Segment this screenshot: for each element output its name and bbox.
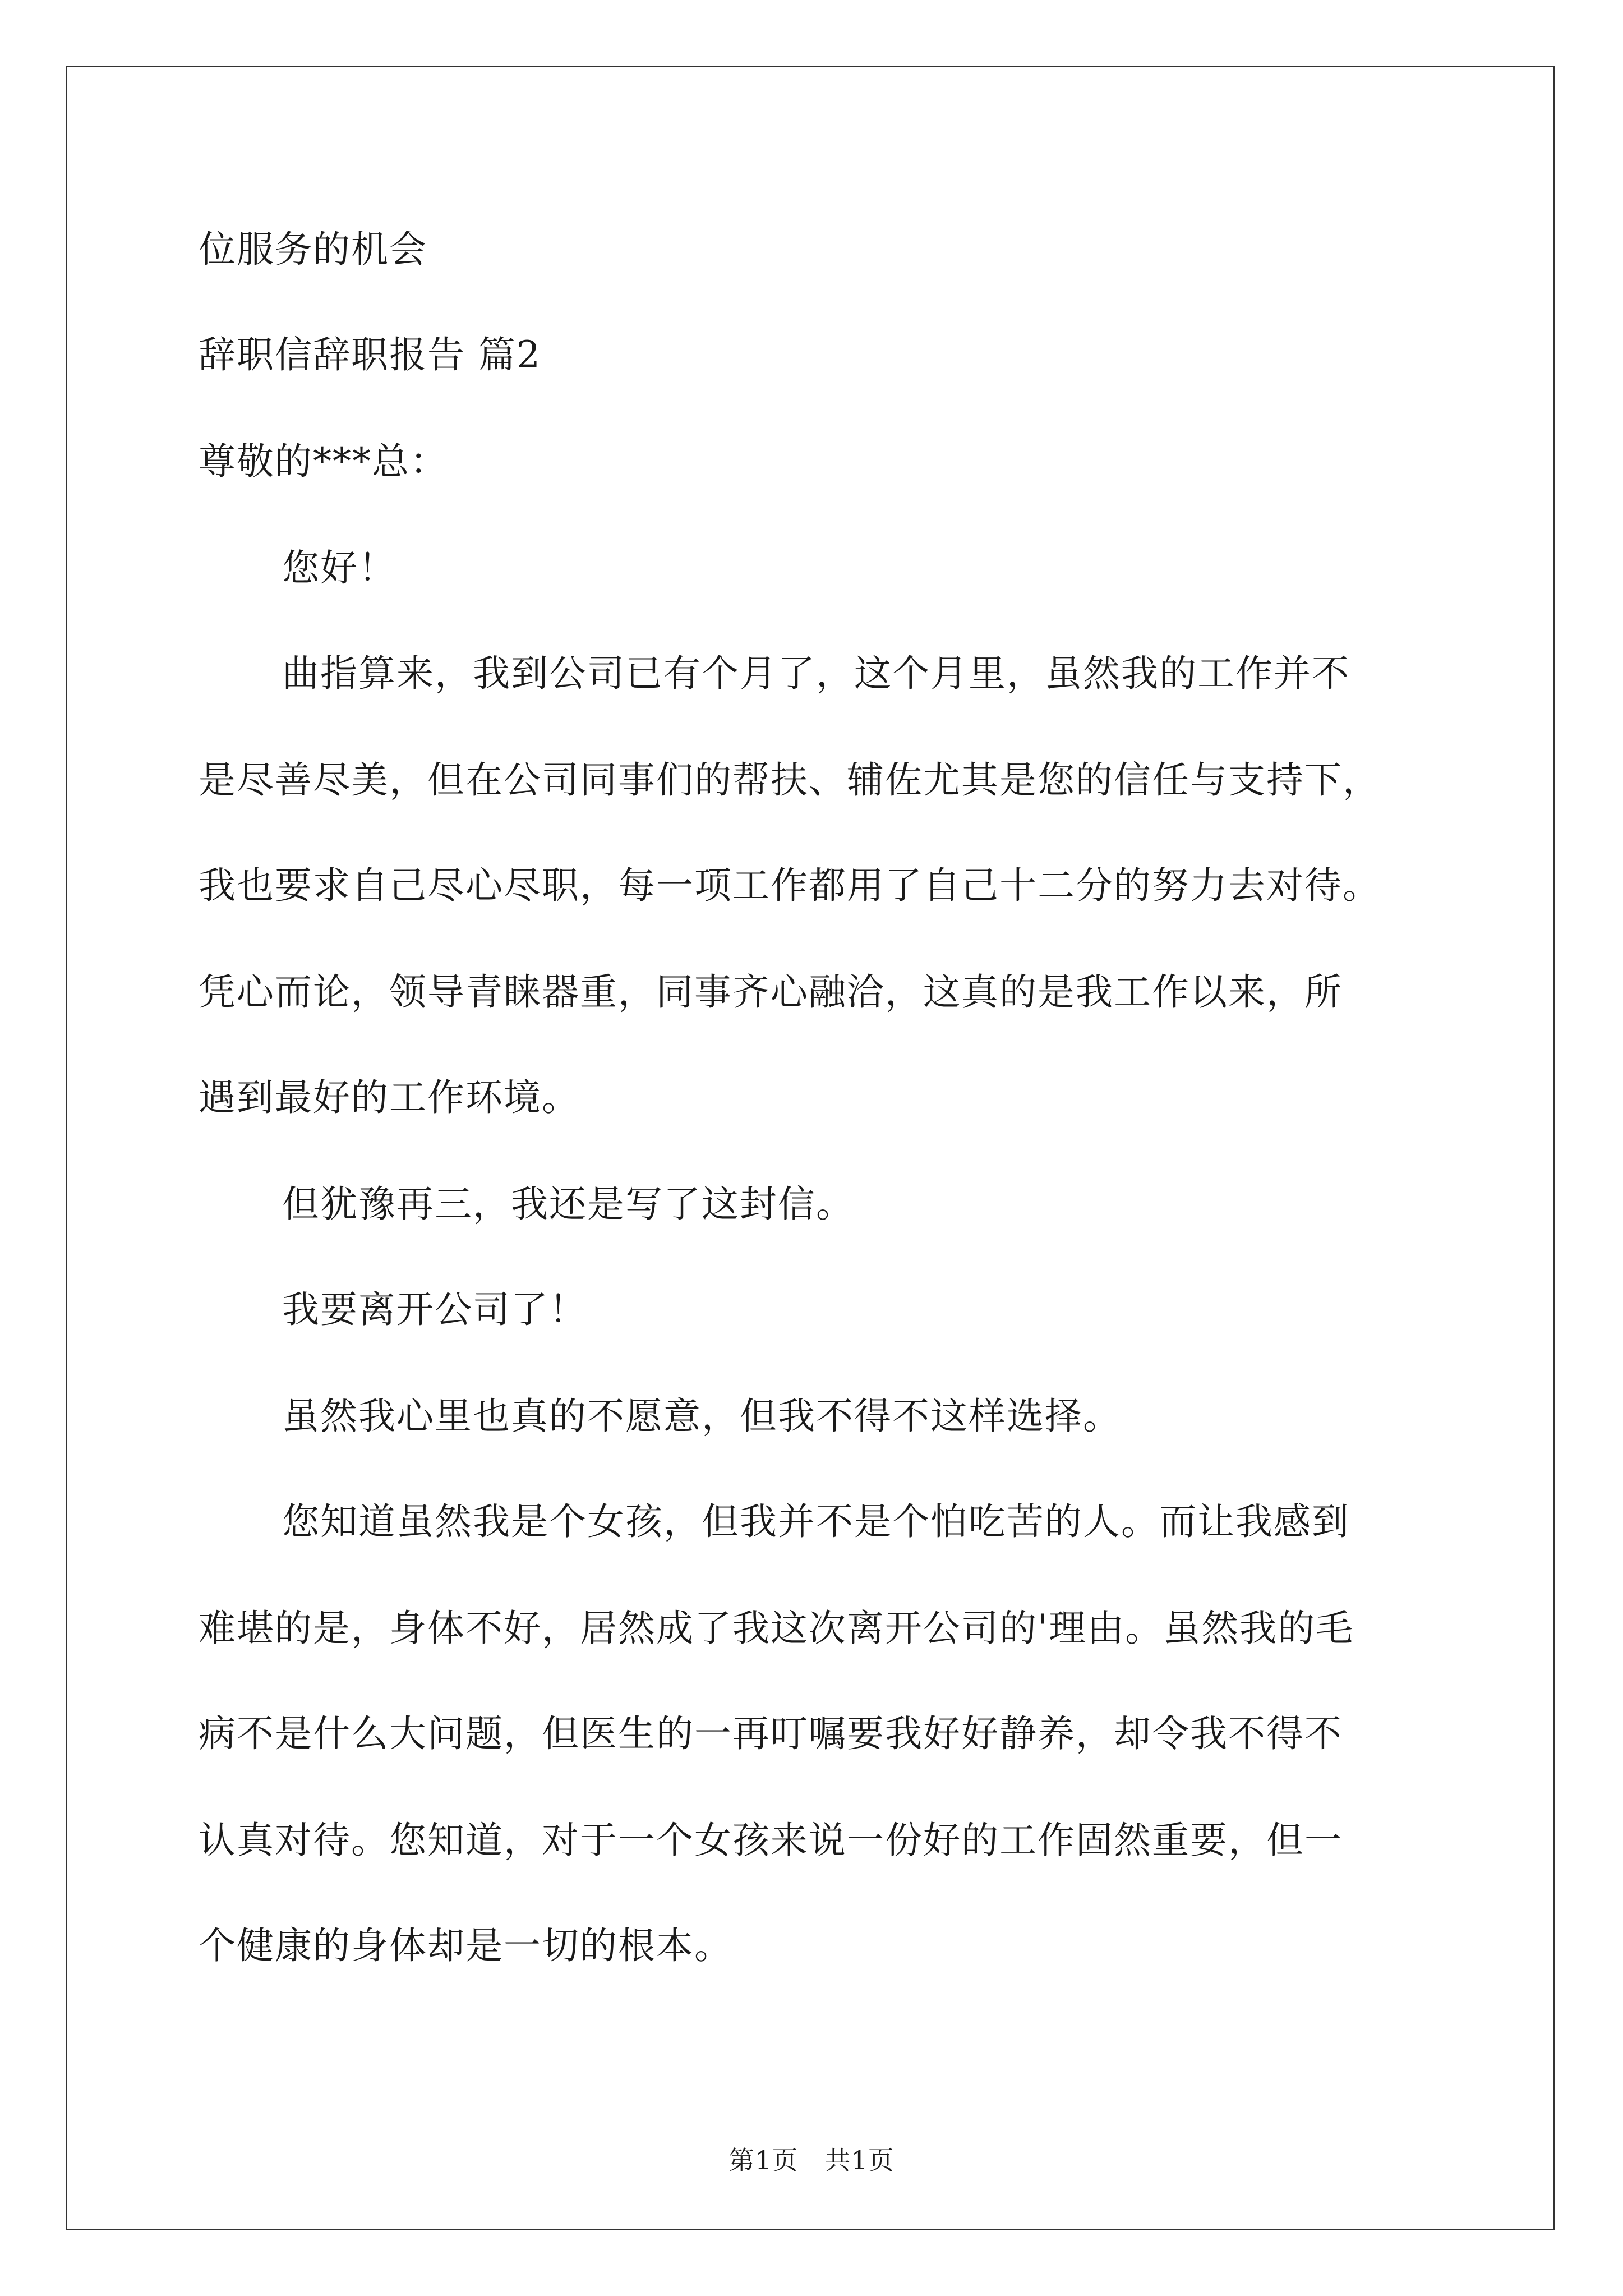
paragraph-line: 您知道虽然我是个女孩，但我并不是个怕吃苦的人。而让我感到	[282, 1500, 1350, 1543]
salutation: 尊敬的***总：	[199, 440, 448, 483]
page-number-footer: 第1页 共1页	[728, 2145, 895, 2175]
page-frame	[66, 66, 1555, 2230]
paragraph-line: 是尽善尽美，但在公司同事们的帮扶、辅佐尤其是您的信任与支持下，	[199, 758, 1381, 802]
paragraph-line: 虽然我心里也真的不愿意，但我不得不这样选择。	[282, 1395, 1121, 1438]
text-line-continuation: 位服务的机会	[199, 228, 427, 271]
paragraph-line: 认真对待。您知道，对于一个女孩来说一份好的工作固然重要，但一	[199, 1819, 1343, 1862]
greeting: 您好！	[282, 546, 396, 590]
paragraph-line: 我也要求自己尽心尽职，每一项工作都用了自己十二分的努力去对待。	[199, 864, 1381, 907]
paragraph-line: 病不是什么大问题，但医生的一再叮嘱要我好好静养，却令我不得不	[199, 1712, 1343, 1755]
paragraph-line: 但犹豫再三，我还是写了这封信。	[282, 1182, 854, 1226]
paragraph-line: 个健康的身体却是一切的根本。	[199, 1924, 732, 1967]
paragraph-line: 我要离开公司了！	[282, 1288, 587, 1331]
paragraph-line: 凭心而论，领导青睐器重，同事齐心融洽，这真的是我工作以来，所	[199, 970, 1343, 1014]
section-heading: 辞职信辞职报告 篇2	[199, 333, 541, 376]
paragraph-line: 遇到最好的工作环境。	[199, 1076, 580, 1119]
paragraph-line: 曲指算来，我到公司已有个月了，这个月里，虽然我的工作并不	[282, 652, 1350, 695]
paragraph-line: 难堪的是，身体不好，居然成了我这次离开公司的'理由。虽然我的毛	[199, 1607, 1354, 1650]
